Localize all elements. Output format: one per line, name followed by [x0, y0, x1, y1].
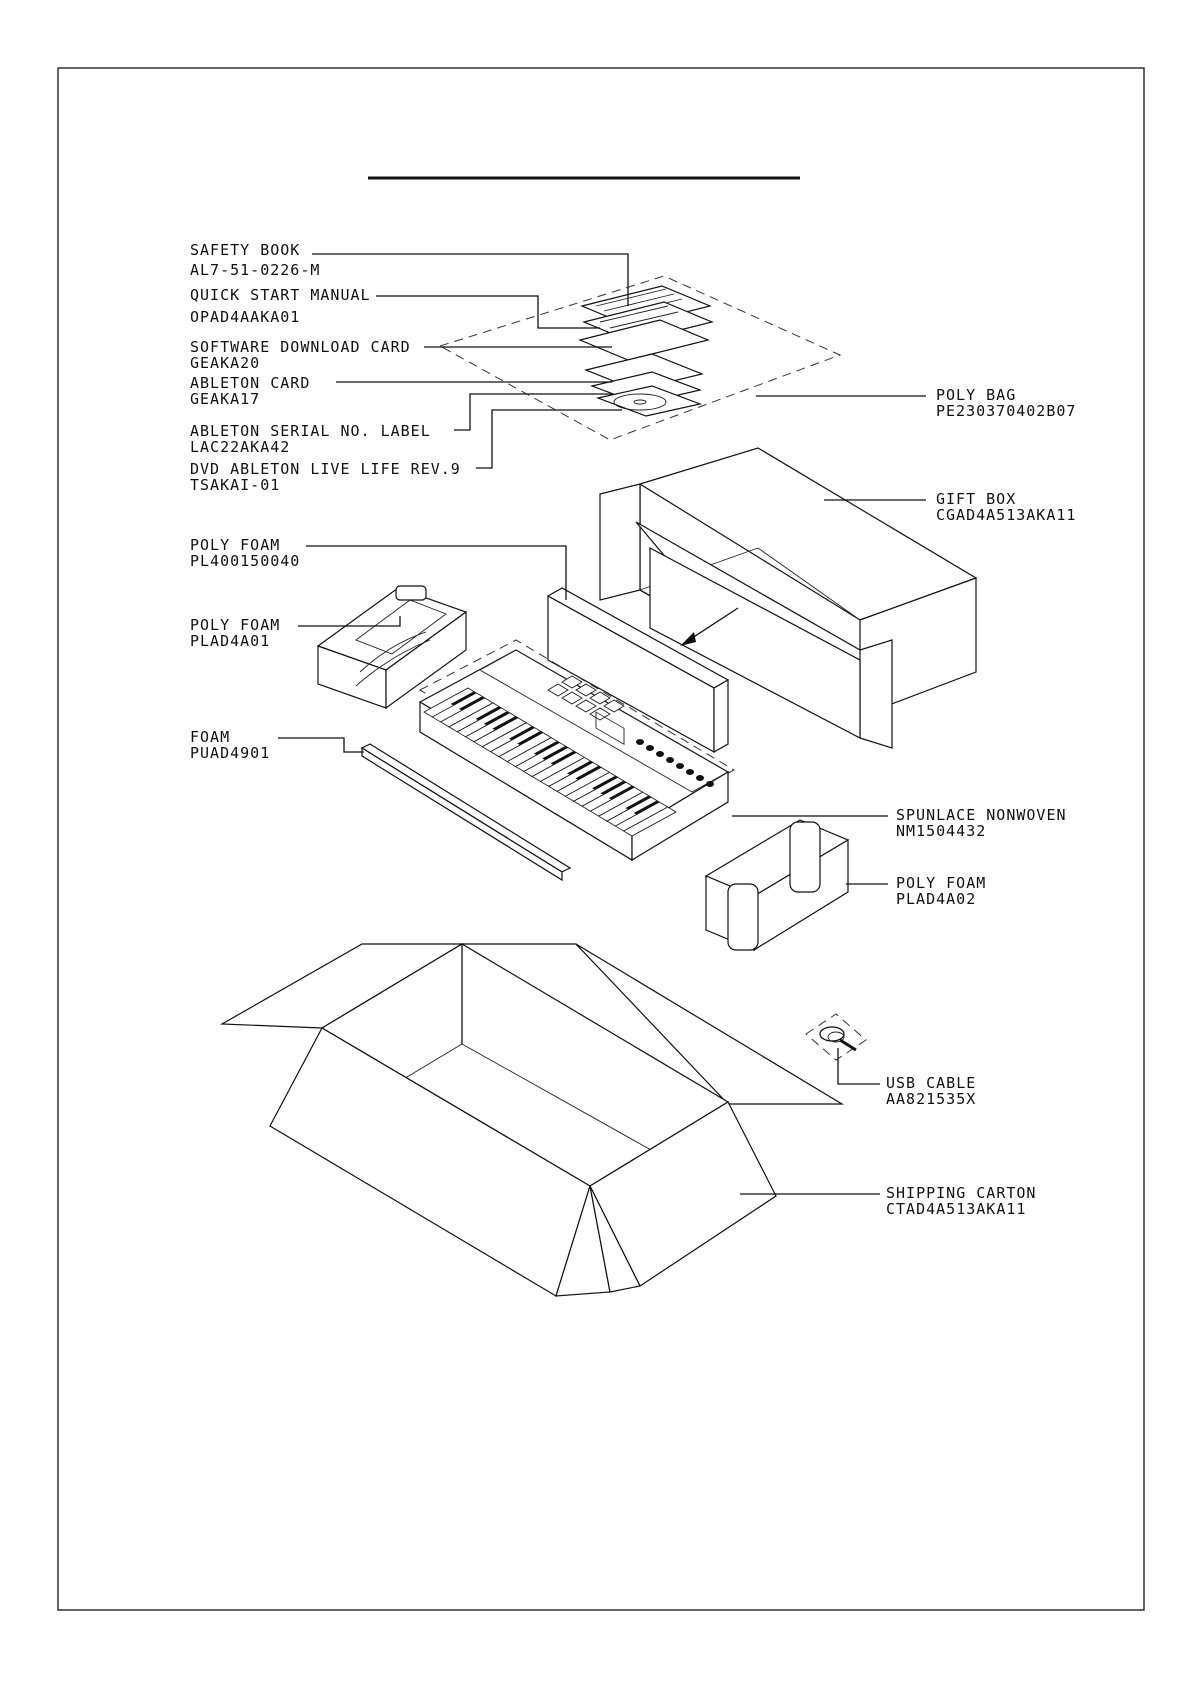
label-spunlace-name: SPUNLACE NONWOVEN: [896, 806, 1067, 824]
knob: [686, 769, 694, 775]
label-gift-box-code: CGAD4A513AKA11: [936, 506, 1077, 524]
label-ableton-card-name: ABLETON CARD: [190, 374, 311, 392]
label-serial-label-name: ABLETON SERIAL NO. LABEL: [190, 422, 431, 440]
knob: [696, 775, 704, 781]
label-poly-bag-code: PE230370402B07: [936, 402, 1077, 420]
knob: [656, 751, 664, 757]
knob: [636, 739, 644, 745]
label-poly-foam-right-name: POLY FOAM: [896, 874, 987, 892]
label-quick-start-name: QUICK START MANUAL: [190, 286, 371, 304]
label-foam-strip-name: FOAM: [190, 728, 231, 746]
label-usb-cable-code: AA821535X: [886, 1090, 977, 1108]
usb-cable-illustration: [806, 1014, 866, 1060]
label-poly-foam-right-code: PLAD4A02: [896, 890, 977, 908]
label-usb-cable-name: USB CABLE: [886, 1074, 977, 1092]
shipping-carton-illustration: [222, 944, 842, 1296]
poly-bag-illustration: [440, 276, 840, 440]
knob: [676, 763, 684, 769]
label-quick-start-code: OPAD4AAKA01: [190, 308, 301, 326]
poly-foam-right-illustration: [706, 820, 848, 950]
label-gift-box-name: GIFT BOX: [936, 490, 1017, 508]
label-poly-foam-long-code: PL400150040: [190, 552, 301, 570]
label-poly-foam-left-code: PLAD4A01: [190, 632, 271, 650]
knob: [666, 757, 674, 763]
label-serial-label-code: LAC22AKA42: [190, 438, 291, 456]
label-shipping-carton-name: SHIPPING CARTON: [886, 1184, 1037, 1202]
label-poly-foam-left-name: POLY FOAM: [190, 616, 281, 634]
knob: [646, 745, 654, 751]
label-shipping-carton-code: CTAD4A513AKA11: [886, 1200, 1027, 1218]
knob: [706, 781, 714, 787]
label-poly-foam-long-name: POLY FOAM: [190, 536, 281, 554]
label-software-card-code: GEAKA20: [190, 354, 261, 372]
label-dvd-name: DVD ABLETON LIVE LIFE REV.9: [190, 460, 461, 478]
label-spunlace-code: NM1504432: [896, 822, 987, 840]
label-foam-strip-code: PUAD4901: [190, 744, 271, 762]
label-safety-book-name: SAFETY BOOK: [190, 241, 301, 259]
label-dvd-code: TSAKAI-01: [190, 476, 281, 494]
label-safety-book-code: AL7-51-0226-M: [190, 261, 321, 279]
label-software-card-name: SOFTWARE DOWNLOAD CARD: [190, 338, 411, 356]
label-ableton-card-code: GEAKA17: [190, 390, 261, 408]
label-poly-bag-name: POLY BAG: [936, 386, 1017, 404]
